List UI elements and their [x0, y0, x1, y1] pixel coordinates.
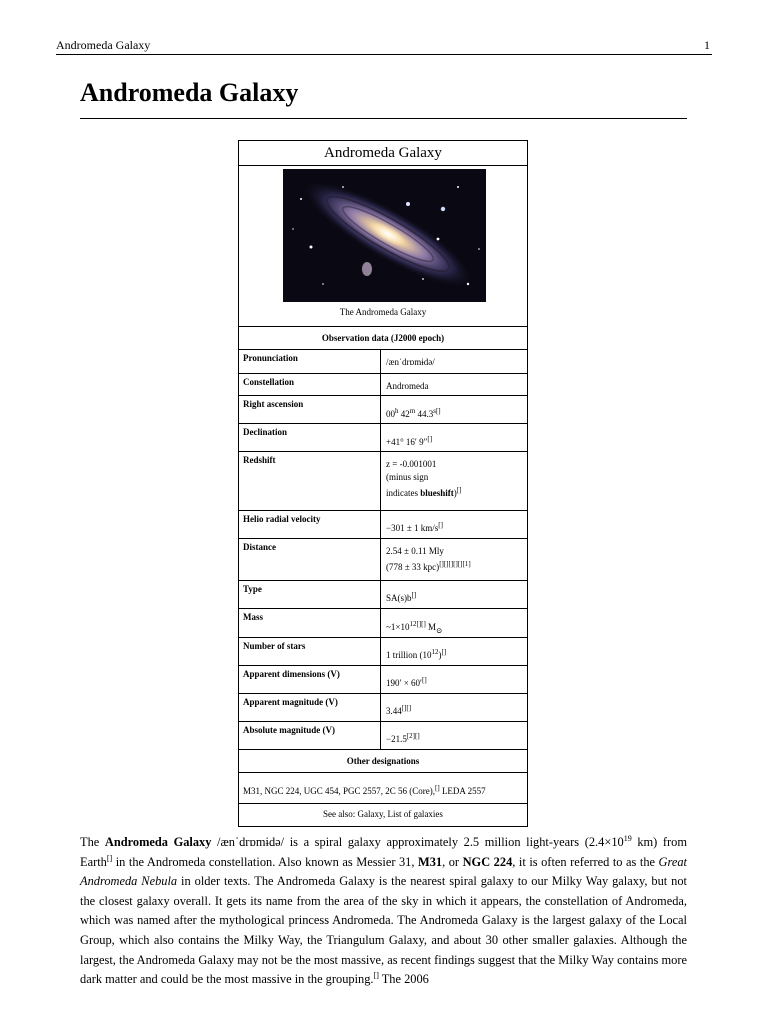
citation-link[interactable]: [] — [427, 435, 433, 443]
row-label: Mass — [239, 609, 381, 637]
other-designations-heading: Other designations — [239, 750, 527, 773]
row-label: Type — [239, 581, 381, 608]
row-value: 3.44[][] — [386, 704, 412, 716]
row-number-of-stars — [239, 638, 527, 666]
andromeda-galaxy-image[interactable] — [283, 169, 486, 302]
row-constellation — [239, 374, 527, 396]
row-value: −301 ± 1 km/s[] — [386, 521, 443, 533]
observation-data-heading: Observation data (J2000 epoch) — [239, 327, 527, 350]
citation-link[interactable]: [] — [438, 521, 443, 529]
citation-link[interactable]: [2][] — [406, 732, 420, 740]
row-label: Absolute magnitude (V) — [239, 722, 381, 749]
row-value: −21.5[2][] — [386, 732, 420, 744]
row-label: Helio radial velocity — [239, 511, 381, 538]
row-label: Distance — [239, 539, 381, 580]
page-title: Andromeda Galaxy — [80, 76, 687, 119]
citation-link[interactable]: [][] — [401, 704, 412, 712]
infobox-image-caption: The Andromeda Galaxy — [339, 307, 427, 317]
row-label: Number of stars — [239, 638, 381, 665]
row-label: Apparent dimensions (V) — [239, 666, 381, 693]
row-value: 2.54 ± 0.11 Mly (778 ± 33 kpc)[][][][][][1] — [386, 546, 471, 572]
row-label: Declination — [239, 424, 381, 451]
row-label: Right ascension — [239, 396, 381, 423]
row-type — [239, 581, 527, 609]
row-label: Pronunciation — [239, 350, 381, 373]
row-value: SA(s)b[] — [386, 591, 417, 603]
citation-link[interactable]: [] — [435, 784, 440, 792]
running-title: Andromeda Galaxy — [56, 38, 151, 52]
row-value: 190′ × 60′[] — [386, 676, 427, 688]
row-value: +41° 16′ 9″[] — [386, 435, 433, 447]
row-label: Redshift — [239, 452, 381, 510]
row-value: /ænˈdrɒmɨdə/ — [386, 357, 435, 367]
infobox-image-cell — [239, 166, 527, 327]
infobox — [238, 140, 528, 827]
row-label: Apparent magnitude (V) — [239, 694, 381, 721]
infobox-title: Andromeda Galaxy — [239, 141, 527, 166]
row-value: Andromeda — [386, 381, 429, 391]
row-right-ascension — [239, 396, 527, 424]
row-absolute-magnitude — [239, 722, 527, 750]
citation-link[interactable]: [] — [411, 591, 417, 599]
article-body — [80, 833, 687, 990]
citation-link[interactable]: [][][][][][1] — [439, 560, 471, 568]
row-pronunciation — [239, 350, 527, 374]
row-apparent-dimensions — [239, 666, 527, 694]
row-value: 1 trillion $(10^{12})[]$ — [386, 648, 447, 660]
see-also[interactable]: See also: Galaxy, List of galaxies — [323, 809, 443, 819]
citation-link[interactable]: [] — [456, 486, 462, 494]
citation-link[interactable]: [] — [422, 676, 427, 684]
row-label: Constellation — [239, 374, 381, 395]
citation-link[interactable]: [] — [441, 648, 447, 656]
row-mass — [239, 609, 527, 638]
intro-paragraph: The Andromeda Galaxy /ænˈdrɒmɨdə/ is a spiral galaxy approximately 2.5 million light-years ($2.4\times 10^{19}$ km) from Earth[] in the Andromeda constellation. Also known as Messier 31, M31, or NGC 224, it is often referred to as the Great Andromeda Nebula in older texts. The Andromeda Galaxy is the nearest spiral galaxy to our Milky Way galaxy, but not the closest galaxy overall. It gets its name from the area of the sky in which it appears, the constellation of Andromeda, which was named after the mythological princess Andromeda. The Andromeda Galaxy is the largest galaxy of the Local Group, which also contains the Milky Way, the Triangulum Galaxy, and about 30 other smaller galaxies. Although the largest, the Andromeda Galaxy may not be the most massive, as recent findings suggest that the Milky Way contains more dark matter and could be the most massive in the grouping.[] The 2006 — [80, 833, 687, 987]
citation-link[interactable]: [] — [373, 971, 379, 981]
row-declination — [239, 424, 527, 452]
row-value: $\sim 1\times 10^{12[][]}$ $M_⊙$ — [386, 620, 443, 635]
row-helio-radial-velocity — [239, 511, 527, 539]
citation-link[interactable]: [] — [435, 407, 441, 415]
blueshift-link[interactable]: blueshift — [420, 488, 454, 498]
galaxy-illustration — [283, 169, 486, 302]
row-value: z = -0.001001 (minus sign indicates blueshift)[] — [386, 459, 462, 498]
row-redshift — [239, 452, 527, 511]
page-number: 1 — [704, 38, 710, 52]
row-apparent-magnitude — [239, 694, 527, 722]
citation-link[interactable]: [] — [106, 853, 113, 863]
row-distance — [239, 539, 527, 581]
citation-link[interactable]: [][] — [416, 620, 426, 628]
running-header — [56, 38, 712, 55]
row-value: 00$^h$ 42$^m$ $44.3^{s[]}$ — [386, 407, 441, 419]
other-designations-value: M31, NGC 224, UGC 454, PGC 2557, 2C 56 (Core),[] LEDA 2557 — [239, 773, 527, 804]
